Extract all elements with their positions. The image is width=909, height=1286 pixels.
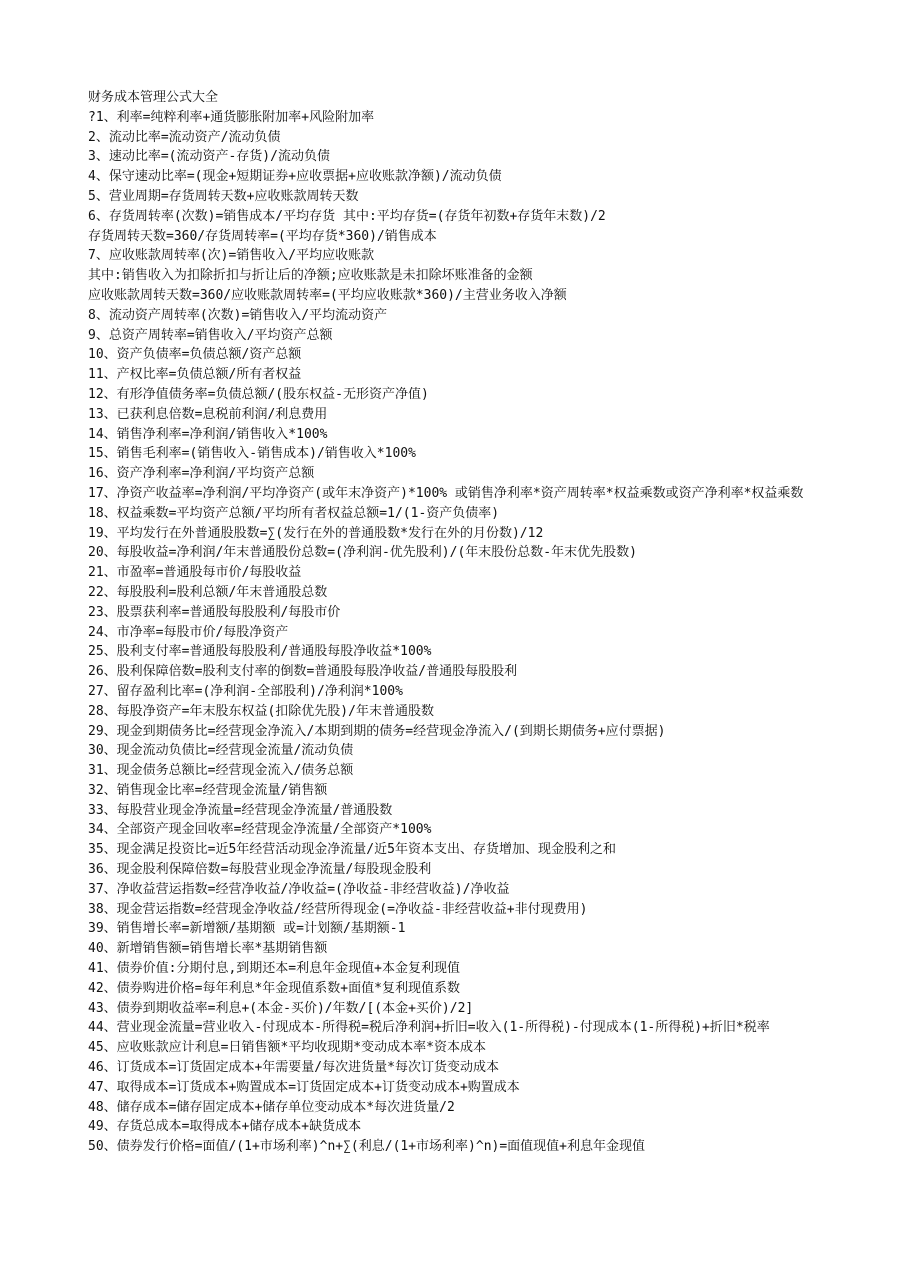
formula-line: 27、留存盈利比率=(净利润-全部股利)/净利润*100%: [88, 683, 403, 699]
formula-line: 50、债券发行价格=面值/(1+市场利率)^n+∑(利息/(1+市场利率)^n)=面值现值+利息年金现值: [88, 1139, 646, 1155]
formula-line: 39、销售增长率=新增额/基期额 或=计划额/基期额-1: [88, 921, 406, 937]
formula-line: 43、债券到期收益率=利息+(本金-买价)/年数/[(本金+买价)/2]: [88, 1000, 474, 1016]
formula-line: 存货周转天数=360/存货周转率=(平均存货*360)/销售成本: [88, 228, 437, 244]
formula-line: 9、总资产周转率=销售收入/平均资产总额: [88, 327, 333, 343]
formula-line: 24、市净率=每股市价/每股净资产: [88, 624, 289, 640]
formula-line: 34、全部资产现金回收率=经营现金净流量/全部资产*100%: [88, 822, 432, 838]
formula-line: 3、速动比率=(流动资产-存货)/流动负债: [88, 149, 330, 165]
formula-line: 11、产权比率=负债总额/所有者权益: [88, 367, 302, 383]
formula-line: 32、销售现金比率=经营现金流量/销售额: [88, 782, 328, 798]
formula-line: 45、应收账款应计利息=日销售额*平均收现期*变动成本率*资本成本: [88, 1040, 486, 1056]
formula-line: ?1、利率=纯粹利率+通货膨胀附加率+风险附加率: [88, 109, 375, 125]
formula-line: 37、净收益营运指数=经营净收益/净收益=(净收益-非经营收益)/净收益: [88, 881, 510, 897]
formula-line: 29、现金到期债务比=经营现金净流入/本期到期的债务=经营现金净流入/(到期长期债务+应付票据): [88, 723, 666, 739]
formula-line: 40、新增销售额=销售增长率*基期销售额: [88, 941, 328, 957]
formula-line: 19、平均发行在外普通股股数=∑(发行在外的普通股数*发行在外的月份数)/12: [88, 525, 544, 541]
formula-line: 6、存货周转率(次数)=销售成本/平均存货 其中:平均存货=(存货年初数+存货年末数)/2: [88, 208, 606, 224]
formula-line: 41、债券价值:分期付息,到期还本=利息年金现值+本金复利现值: [88, 961, 460, 977]
formula-line: 30、现金流动负债比=经营现金流量/流动负债: [88, 743, 354, 759]
formula-line: 38、现金营运指数=经营现金净收益/经营所得现金(=净收益-非经营收益+非付现费用): [88, 901, 588, 917]
formula-line: 46、订货成本=订货固定成本+年需要量/每次进货量*每次订货变动成本: [88, 1060, 499, 1076]
formula-line: 33、每股营业现金净流量=经营现金净流量/普通股数: [88, 802, 393, 818]
formula-line: 2、流动比率=流动资产/流动负债: [88, 129, 281, 145]
formula-line: 15、销售毛利率=(销售收入-销售成本)/销售收入*100%: [88, 446, 416, 462]
formula-line: 7、应收账款周转率(次)=销售收入/平均应收账款: [88, 248, 375, 264]
formula-line: 22、每股股利=股利总额/年末普通股总数: [88, 584, 328, 600]
formula-line: 49、存货总成本=取得成本+储存成本+缺货成本: [88, 1119, 362, 1135]
formula-line: 14、销售净利率=净利润/销售收入*100%: [88, 426, 328, 442]
formula-line: 其中:销售收入为扣除折扣与折让后的净额;应收账款是未扣除坏账准备的金额: [88, 268, 533, 284]
formula-line: 25、股利支付率=普通股每股股利/普通股每股净收益*100%: [88, 644, 432, 660]
formula-line: 应收账款周转天数=360/应收账款周转率=(平均应收账款*360)/主营业务收入净额: [88, 287, 567, 303]
formula-line: 20、每股收益=净利润/年末普通股份总数=(净利润-优先股利)/(年末股份总数-年末优先股数): [88, 545, 637, 561]
formula-line: 16、资产净利率=净利润/平均资产总额: [88, 466, 315, 482]
formula-line: 4、保守速动比率=(现金+短期证券+应收票据+应收账款净额)/流动负债: [88, 169, 502, 185]
formula-line: 10、资产负债率=负债总额/资产总额: [88, 347, 302, 363]
formula-line: 36、现金股利保障倍数=每股营业现金净流量/每股现金股利: [88, 862, 432, 878]
formula-line: 47、取得成本=订货成本+购置成本=订货固定成本+订货变动成本+购置成本: [88, 1079, 520, 1095]
formula-line: 13、已获利息倍数=息税前利润/利息费用: [88, 406, 328, 422]
formula-line: 28、每股净资产=年末股东权益(扣除优先股)/年末普通股数: [88, 703, 434, 719]
formula-line: 31、现金债务总额比=经营现金流入/债务总额: [88, 763, 354, 779]
formula-line: 42、债券购进价格=每年利息*年金现值系数+面值*复利现值系数: [88, 980, 460, 996]
formula-line: 17、净资产收益率=净利润/平均净资产(或年末净资产)*100% 或销售净利率*资产周转率*权益乘数或资产净利率*权益乘数: [88, 485, 804, 501]
formula-line: 48、储存成本=储存固定成本+储存单位变动成本*每次进货量/2: [88, 1099, 455, 1115]
formula-line: 35、现金满足投资比=近5年经营活动现金净流量/近5年资本支出、存货增加、现金股利之和: [88, 842, 616, 858]
formula-line: 18、权益乘数=平均资产总额/平均所有者权益总额=1/(1-资产负债率): [88, 505, 500, 521]
formula-line: 8、流动资产周转率(次数)=销售收入/平均流动资产: [88, 307, 388, 323]
formula-line: 21、市盈率=普通股每市价/每股收益: [88, 565, 302, 581]
formula-line: 12、有形净值债务率=负债总额/(股东权益-无形资产净值): [88, 386, 429, 402]
formula-line: 23、股票获利率=普通股每股股利/每股市价: [88, 604, 341, 620]
document-body: [88, 88, 828, 1157]
formula-line: 5、营业周期=存货周转天数+应收账款周转天数: [88, 188, 359, 204]
formula-line: 26、股利保障倍数=股利支付率的倒数=普通股每股净收益/普通股每股股利: [88, 664, 518, 680]
formula-line: 44、营业现金流量=营业收入-付现成本-所得税=税后净利润+折旧=收入(1-所得税)-付现成本(1-所得税)+折旧*税率: [88, 1020, 770, 1036]
document-title: 财务成本管理公式大全: [88, 90, 219, 105]
